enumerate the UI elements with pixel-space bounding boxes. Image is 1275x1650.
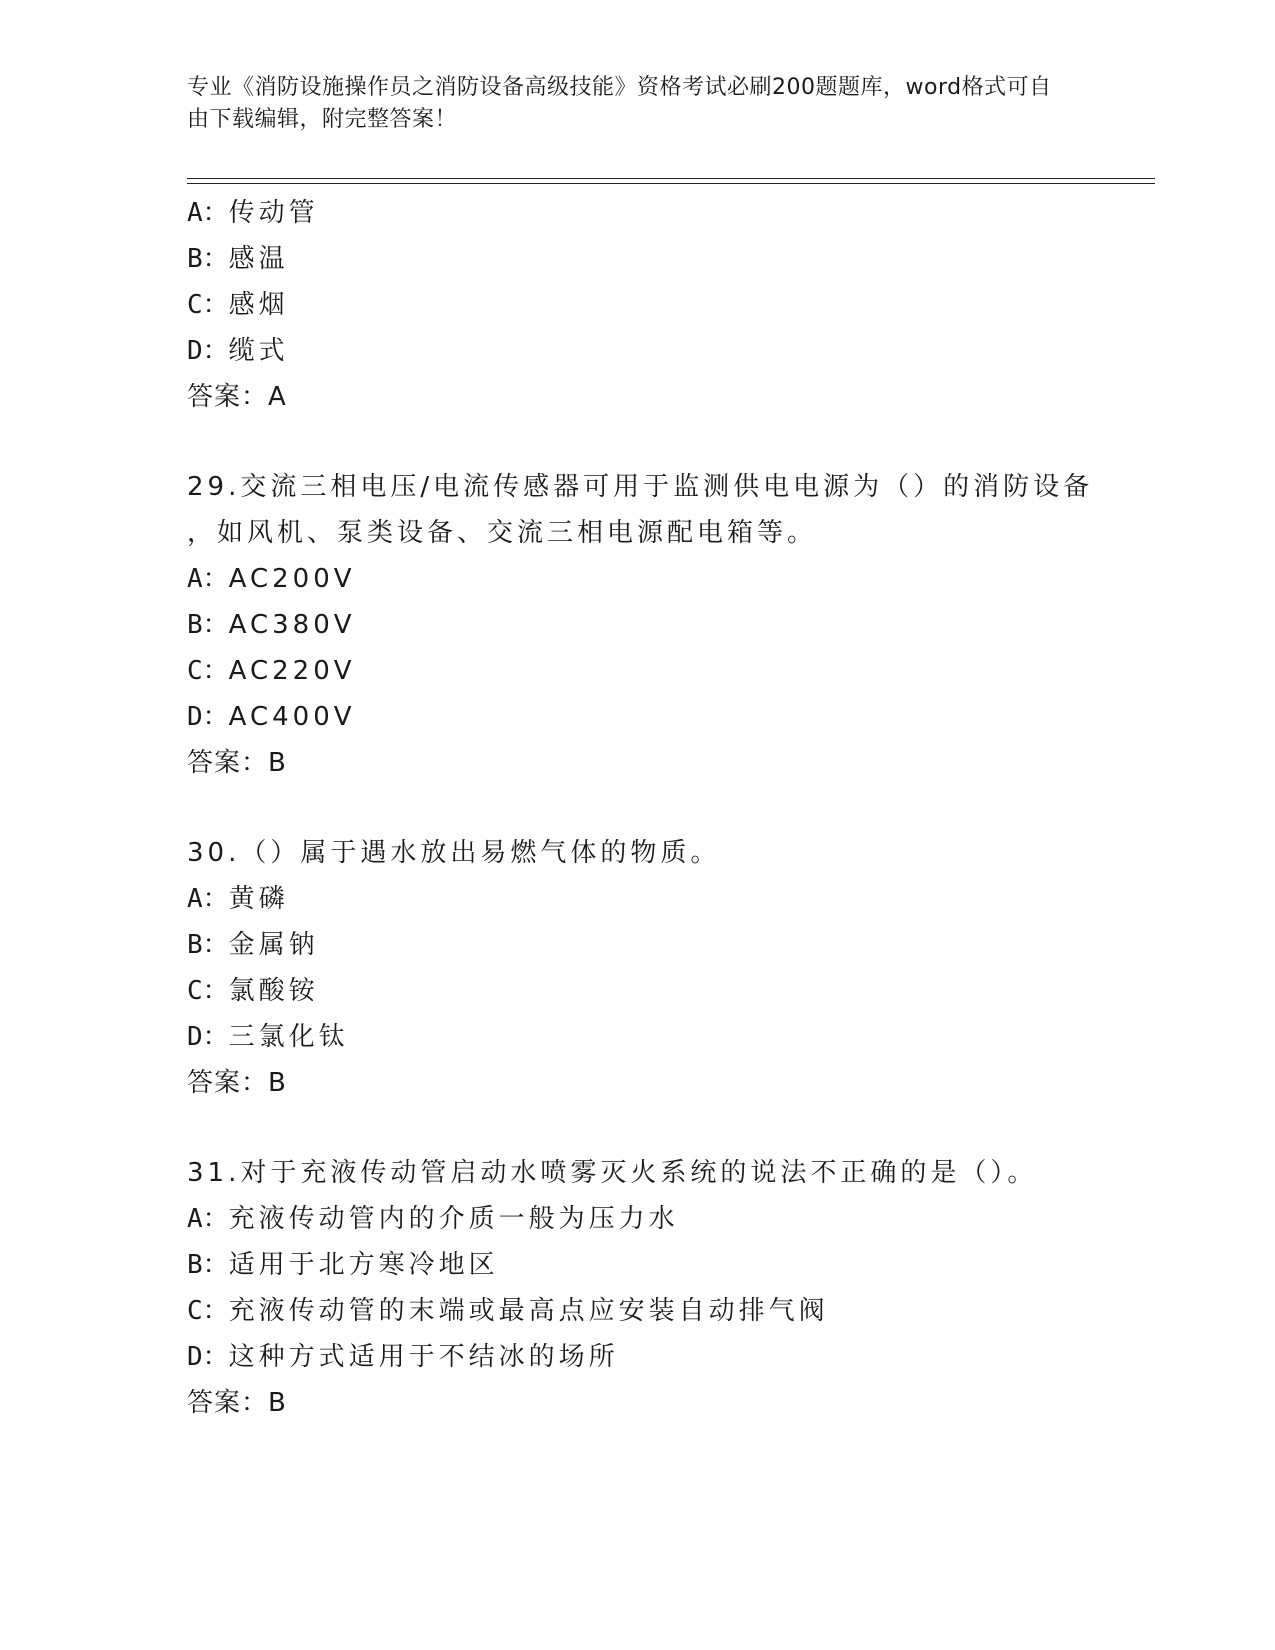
question-stem: 31.对于充液传动管启动水喷雾灭火系统的说法不正确的是（）。 [187, 1158, 1038, 1188]
option-b: B：AC380V [187, 610, 356, 640]
option-c: C：AC220V [187, 656, 356, 686]
option-b: B：金属钠 [187, 930, 319, 960]
question-stem-continued: ，如风机、泵类设备、交流三相电源配电箱等。 [187, 518, 818, 548]
header-rule-top [187, 178, 1155, 179]
option-a: A：AC200V [187, 564, 356, 594]
option-a: A：充液传动管内的介质一般为压力水 [187, 1204, 679, 1234]
option-d: D：AC400V [187, 702, 356, 732]
question-29 [187, 464, 1094, 786]
question-stem: 29.交流三相电压/电流传感器可用于监测供电电源为（）的消防设备 [187, 472, 1094, 502]
option-d: D：缆式 [187, 336, 289, 366]
answer: 答案：A [187, 382, 287, 412]
option-d: D：三氯化钛 [187, 1022, 349, 1052]
question-30 [187, 830, 1087, 1106]
option-d: D：这种方式适用于不结冰的场所 [187, 1342, 619, 1372]
question-stem: 30.（）属于遇水放出易燃气体的物质。 [187, 838, 721, 868]
question-31 [187, 1150, 1087, 1426]
option-a: A：黄磷 [187, 884, 289, 914]
option-a: A：传动管 [187, 198, 319, 228]
header-rule-bottom [187, 183, 1155, 184]
option-c: C：氯酸铵 [187, 976, 319, 1006]
option-b: B：感温 [187, 244, 289, 274]
option-c: C：充液传动管的末端或最高点应安装自动排气阀 [187, 1296, 829, 1326]
answer: 答案：B [187, 748, 287, 778]
prev-question-block [187, 190, 1087, 420]
option-c: C：感烟 [187, 290, 289, 320]
document-header [187, 72, 1067, 136]
answer: 答案：B [187, 1068, 287, 1098]
option-b: B：适用于北方寒冷地区 [187, 1250, 499, 1280]
header-text: 专业《消防设施操作员之消防设备高级技能》资格考试必刷200题题库，word格式可自由下载编辑，附完整答案！ [187, 75, 1052, 132]
answer: 答案：B [187, 1388, 287, 1418]
question-list [187, 190, 1094, 1426]
